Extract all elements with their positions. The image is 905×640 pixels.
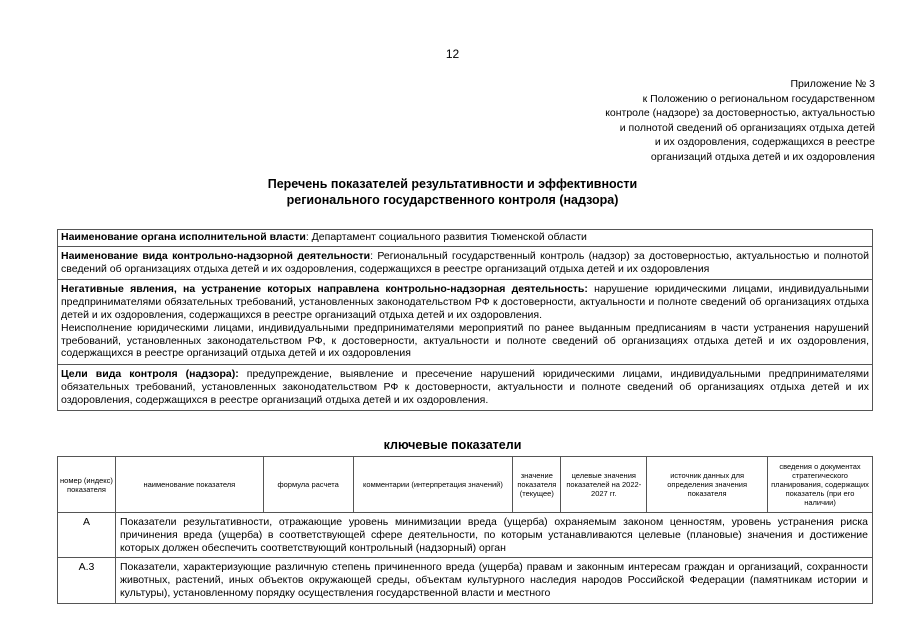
negative-row	[58, 279, 872, 364]
negative-value: нарушение юридическими лицами, индивидуальными предпринимателями обязательных требований, установленных законодательством РФ к достоверности, актуальности и полноте сведений об организациях отдыха детей и их оздоровления, содержащихся в реестре организаций отдыха детей и их оздоровления.	[61, 283, 869, 321]
goals-label: Цели вида контроля (надзора):	[61, 368, 239, 381]
appendix-line: к Положению о региональном государственном	[642, 92, 875, 105]
indicators-table	[57, 456, 873, 604]
table-row	[58, 558, 873, 603]
organ-label: Наименование органа исполнительной власти	[61, 231, 306, 243]
page-number: 12	[445, 47, 460, 61]
title-line: Перечень показателей результативности и эффективности	[267, 177, 638, 191]
header-name: наименование показателя	[115, 457, 263, 513]
header-current-value: значение показателя (текущее)	[513, 457, 561, 513]
header-strategic-docs: сведения о документах стратегического планирования, содержащих показатель (при его наличии)	[768, 457, 873, 513]
negative-value-2: Неисполнение юридическими лицами, индивидуальными предпринимателями мероприятий по ранее выданным предписаниям в части устранения нарушений требований, установленных законодательством РФ, к достоверности, актуальности и полноте сведений об организациях отдыха детей и их оздоровления, содержащихся в реестре организаций отдыха детей и их оздоровления	[61, 321, 869, 360]
appendix-line: и полнотой сведений об организациях отдыха детей	[619, 121, 875, 134]
appendix-line: организаций отдыха детей и их оздоровления	[650, 150, 875, 163]
header-index: номер (индекс) показателя	[58, 457, 116, 513]
kind-value: : Региональный государственный контроль (надзор) за достоверностью, актуальностью и полнотой сведений об организациях отдыха детей и их оздоровления, содержащихся в реестре организаций отдыха детей и их оздоровления	[61, 249, 869, 275]
goals-value: предупреждение, выявление и пресечение нарушений юридическими лицами, индивидуальными предпринимателями обязательных требований, установленных законодательством РФ к достоверности, актуальности и полноте сведений об организациях отдыха детей и их оздоровления, содержащихся в реестре организаций отдыха детей и их оздоровления.	[61, 368, 869, 406]
appendix-line: контроле (надзоре) за достоверностью, актуальностью	[605, 107, 875, 120]
table-header-row	[58, 457, 873, 513]
row-text: Показатели результативности, отражающие уровень минимизации вреда (ущерба) охраняемым законом ценностям, уровень устранения риска причинения вреда (ущерба) в соответствующей сфере деятельности, по которым устанавливаются целевые (плановые) значения и достижение которых должен обеспечить соответствующий контрольный (надзорный) орган	[115, 513, 872, 558]
appendix-line: Приложение № 3	[790, 78, 875, 90]
organ-row	[58, 230, 872, 246]
document-title	[0, 176, 905, 208]
row-index: А	[58, 513, 116, 558]
kind-label: Наименование вида контрольно-надзорной деятельности	[61, 249, 371, 262]
title-line: регионального государственного контроля (надзора)	[286, 193, 619, 207]
header-comments: комментарии (интерпретация значений)	[353, 457, 513, 513]
row-index: А.3	[58, 558, 116, 603]
header-data-source: источник данных для определения значения показателя	[647, 457, 768, 513]
kind-row	[58, 246, 872, 280]
info-box	[57, 229, 873, 411]
organ-value: : Департамент социального развития Тюменской области	[305, 231, 587, 243]
goals-row	[58, 364, 872, 409]
header-formula: формула расчета	[263, 457, 353, 513]
row-text: Показатели, характеризующие различную степень причиненного вреда (ущерба) правам и законным интересам граждан и организаций, сохранности животных, растений, иных объектов окружающей среды, объектам культурного наследия народов Российской Федерации (памятникам истории и культуры), установленному порядку осуществления государственной власти и местного	[115, 558, 872, 603]
key-indicators-heading: ключевые показатели	[383, 438, 522, 452]
appendix-header	[535, 77, 875, 165]
negative-label: Негативные явления, на устранение которых направлена контрольно-надзорная деятельность:	[61, 283, 588, 296]
appendix-line: и их оздоровления, содержащихся в реестре	[654, 136, 875, 149]
table-row	[58, 513, 873, 558]
header-target-values: целевые значения показателей на 2022-2027 гг.	[561, 457, 647, 513]
